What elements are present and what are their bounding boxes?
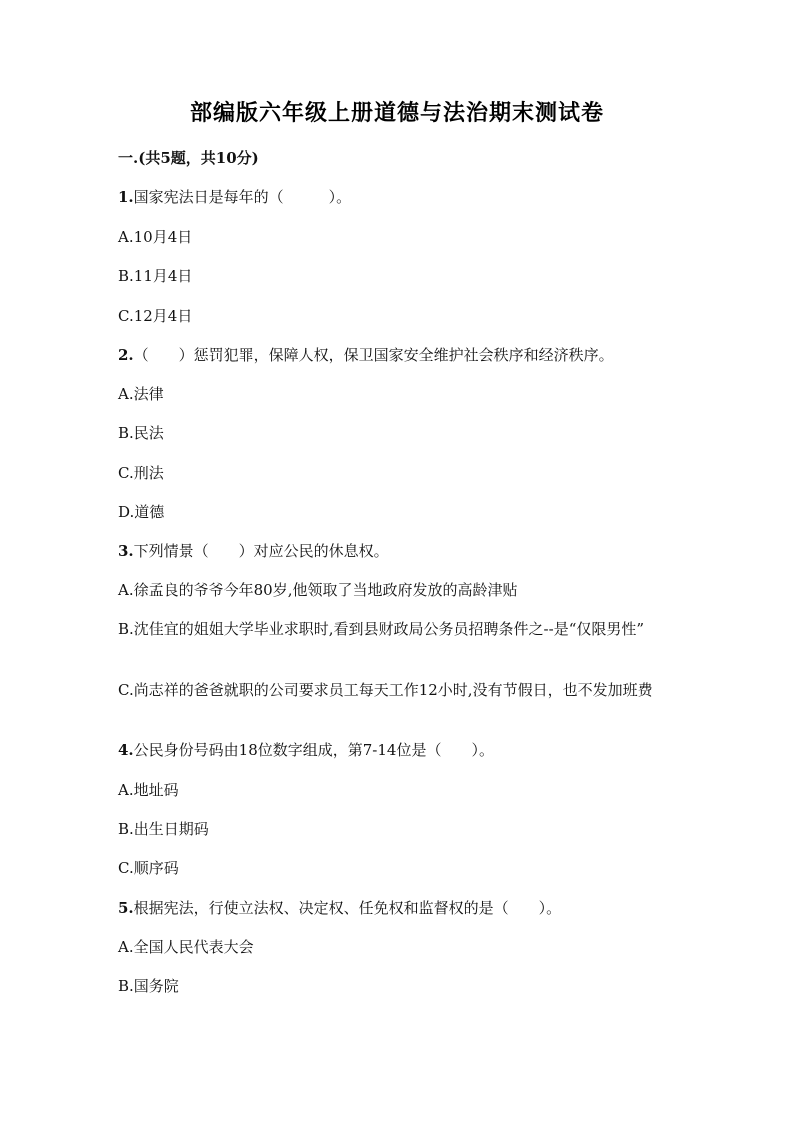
question-text: 根据宪法，行使立法权、决定权、任免权和监督权的是（ ）。 bbox=[133, 899, 562, 917]
q1-option-c: C.12月4日 bbox=[118, 307, 193, 325]
question-number: 5. bbox=[118, 899, 134, 917]
q4-option-c: C.顺序码 bbox=[118, 859, 179, 877]
q4-option-a: A.地址码 bbox=[118, 781, 179, 799]
question-4 bbox=[118, 738, 678, 762]
question-number: 3. bbox=[118, 542, 134, 560]
q5-option-a: A.全国人民代表大会 bbox=[118, 938, 254, 956]
question-1 bbox=[118, 185, 678, 209]
question-number: 1. bbox=[118, 188, 134, 206]
q2-option-a: A.法律 bbox=[118, 385, 164, 403]
question-text: 下列情景（ ）对应公民的休息权。 bbox=[133, 542, 389, 560]
question-3 bbox=[118, 539, 678, 563]
q2-option-c: C.刑法 bbox=[118, 464, 164, 482]
q2-option-d: D.道德 bbox=[118, 503, 165, 521]
section-heading: 一.(共5题，共10分) bbox=[118, 149, 259, 167]
question-number: 2. bbox=[118, 346, 134, 364]
question-text: 国家宪法日是每年的（ ）。 bbox=[133, 188, 352, 206]
q2-option-b: B.民法 bbox=[118, 424, 164, 442]
question-number: 4. bbox=[118, 741, 134, 759]
question-text: 公民身份号码由18位数字组成，第7-14位是（ ）。 bbox=[133, 741, 494, 759]
page-title: 部编版六年级上册道德与法治期末测试卷 bbox=[189, 100, 604, 126]
q5-option-b: B.国务院 bbox=[118, 977, 179, 995]
q1-option-a: A.10月4日 bbox=[118, 228, 193, 246]
q1-option-b: B.11月4日 bbox=[118, 267, 193, 285]
question-5 bbox=[118, 896, 678, 920]
q3-option-b: B.沈佳宜的姐姐大学毕业求职时,看到县财政局公务员招聘条件之--是“仅限男性” bbox=[118, 620, 645, 638]
q4-option-b: B.出生日期码 bbox=[118, 820, 209, 838]
q3-option-c: C.尚志祥的爸爸就职的公司要求员工每天工作12小时,没有节假日，也不发加班费 bbox=[118, 681, 653, 699]
question-2 bbox=[118, 343, 678, 367]
q3-option-a: A.徐孟良的爷爷今年80岁,他领取了当地政府发放的高龄津贴 bbox=[118, 581, 518, 599]
question-text: （ ）惩罚犯罪，保障人权，保卫国家安全维护社会秩序和经济秩序。 bbox=[133, 346, 614, 364]
